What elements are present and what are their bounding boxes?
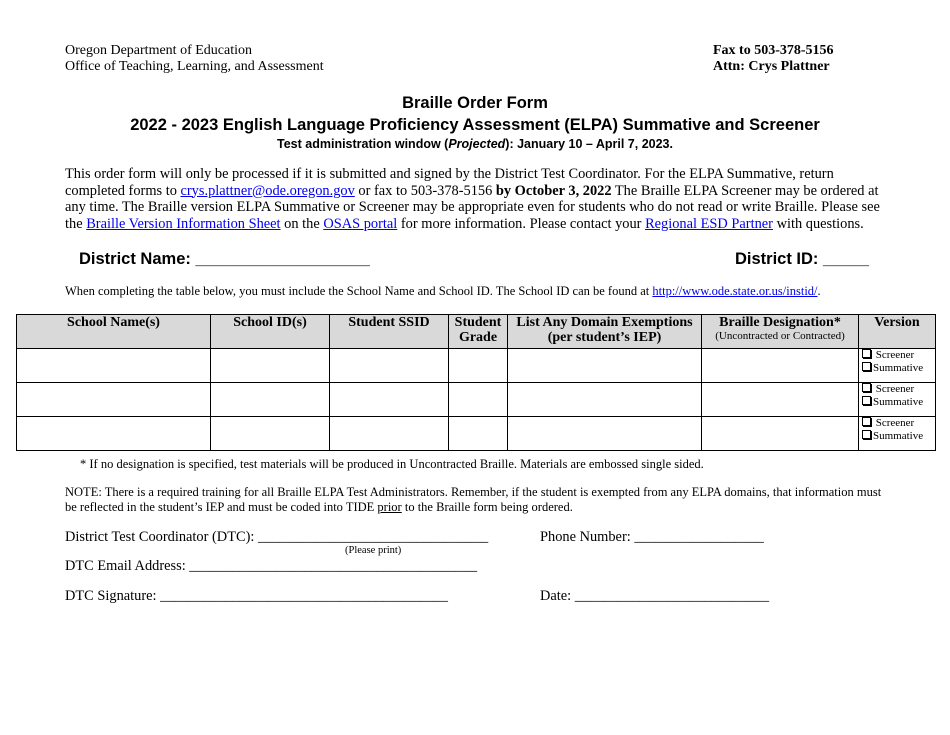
checkbox-icon[interactable] — [862, 362, 871, 371]
intro-paragraph — [65, 166, 895, 232]
version-cell — [859, 417, 936, 451]
checkbox-icon[interactable] — [862, 430, 871, 439]
esd-partner-link[interactable]: Regional ESD Partner — [645, 215, 773, 232]
training-note — [65, 485, 895, 514]
exemptions-cell[interactable] — [508, 383, 702, 417]
student-grade-cell[interactable] — [449, 383, 508, 417]
intro-text-1: This order form will only be processed if it is submitted and signed by the District Test Coordinator. For the ELPA Summative, return completed forms to — [65, 166, 834, 199]
student-grade-cell[interactable] — [449, 417, 508, 451]
summative-label: Summative — [873, 396, 924, 408]
screener-option[interactable] — [862, 417, 935, 430]
checkbox-icon[interactable] — [862, 349, 871, 358]
table-header-row — [17, 315, 936, 349]
order-table — [16, 314, 936, 451]
prior-text: prior — [377, 499, 402, 514]
org-name: Oregon Department of Education — [65, 43, 252, 58]
school-id-note-end: . — [817, 284, 821, 298]
screener-option[interactable] — [862, 349, 935, 362]
exemptions-cell[interactable] — [508, 349, 702, 383]
summative-option[interactable] — [862, 430, 935, 443]
designation-sublabel: (Uncontracted or Contracted) — [715, 330, 845, 342]
version-cell — [859, 349, 936, 383]
col-school-id: School ID(s) — [211, 315, 330, 349]
test-window — [0, 137, 950, 151]
designation-cell[interactable] — [702, 417, 859, 451]
grade-line-1: Student — [454, 315, 502, 330]
training-note-text-1: NOTE: There is a required training for all Braille ELPA Test Administrators. Remember, if the student is exempted from any ELPA domains, that information must be reflected in the student’s IEP and must be coded into TIDE — [65, 485, 882, 514]
intro-text-6: with questions. — [772, 215, 864, 232]
screener-label: Screener — [873, 383, 915, 395]
screener-option[interactable] — [862, 383, 935, 396]
school-id-cell[interactable] — [211, 383, 330, 417]
school-id-note-text: When completing the table below, you must include the School Name and School ID. The School ID can be found at — [65, 284, 653, 298]
school-id-note — [65, 284, 821, 299]
screener-label: Screener — [873, 349, 915, 361]
designation-label: Braille Designation* — [719, 315, 841, 330]
intro-text-4: on the — [280, 215, 324, 232]
table-row — [17, 383, 936, 417]
district-id-field[interactable]: District ID: _____ — [735, 250, 869, 268]
intro-text-2: or fax to 503-378-5156 — [354, 182, 496, 199]
test-window-projected: Projected — [448, 137, 506, 151]
osas-portal-link[interactable]: OSAS portal — [323, 215, 398, 232]
designation-cell[interactable] — [702, 349, 859, 383]
form-title: Braille Order Form — [402, 94, 548, 112]
phone-number-field[interactable]: Phone Number: __________________ — [540, 529, 764, 545]
school-name-cell[interactable] — [17, 349, 211, 383]
district-name-field[interactable]: District Name: ___________________ — [79, 250, 370, 268]
exemptions-line-2: (per student’s IEP) — [547, 330, 662, 345]
col-school-name: School Name(s) — [17, 315, 211, 349]
col-domain-exemptions — [508, 315, 702, 349]
please-print-hint: (Please print) — [345, 545, 402, 556]
org-header — [65, 43, 324, 75]
checkbox-icon[interactable] — [862, 396, 871, 405]
training-note-text-2: to the Braille form being ordered. — [401, 499, 573, 514]
date-field[interactable]: Date: ___________________________ — [540, 588, 770, 604]
fax-number: Fax to 503-378-5156 — [713, 43, 834, 58]
form-subtitle: 2022 - 2023 English Language Proficiency Assessment (ELPA) Summative and Screener — [130, 116, 820, 134]
student-ssid-cell[interactable] — [330, 383, 449, 417]
checkbox-icon[interactable] — [862, 417, 871, 426]
table-row — [17, 349, 936, 383]
dtc-email-field[interactable]: DTC Email Address: ________________________________________ — [65, 558, 478, 574]
grade-line-2: Grade — [458, 330, 498, 345]
designation-footnote: * If no designation is specified, test materials will be produced in Uncontracted Braille. Materials are embossed single sided. — [80, 457, 704, 471]
summative-label: Summative — [873, 430, 924, 442]
table-row — [17, 417, 936, 451]
deadline-text: by October 3, 2022 — [495, 182, 612, 199]
school-id-cell[interactable] — [211, 349, 330, 383]
col-student-grade — [449, 315, 508, 349]
col-braille-designation — [702, 315, 859, 349]
dtc-signature-field[interactable]: DTC Signature: ________________________________________ — [65, 588, 448, 604]
student-grade-cell[interactable] — [449, 349, 508, 383]
designation-cell[interactable] — [702, 383, 859, 417]
test-window-dates: ): January 10 – April 7, 2023. — [505, 137, 673, 151]
dtc-name-field[interactable]: District Test Coordinator (DTC): ________________________________ — [65, 529, 489, 545]
exemptions-cell[interactable] — [508, 417, 702, 451]
office-name: Office of Teaching, Learning, and Assessment — [65, 59, 324, 74]
school-id-cell[interactable] — [211, 417, 330, 451]
summative-option[interactable] — [862, 362, 935, 375]
intro-text-3: The Braille ELPA Screener may be ordered at any time. The Braille version ELPA Summative or Screener may be appropriate even for students who do not read or write Braille. Please see the — [65, 182, 880, 232]
student-ssid-cell[interactable] — [330, 349, 449, 383]
fax-header — [713, 43, 834, 75]
attn-name: Attn: Crys Plattner — [713, 59, 830, 74]
intro-text-5: for more information. Please contact your — [397, 215, 646, 232]
email-link[interactable]: crys.plattner@ode.oregon.gov — [180, 182, 355, 199]
summative-label: Summative — [873, 362, 924, 374]
version-cell — [859, 383, 936, 417]
col-version: Version — [859, 315, 936, 349]
school-name-cell[interactable] — [17, 383, 211, 417]
screener-label: Screener — [873, 417, 915, 429]
braille-info-link[interactable]: Braille Version Information Sheet — [86, 215, 281, 232]
test-window-prefix: Test administration window ( — [277, 137, 449, 151]
instid-link[interactable]: http://www.ode.state.or.us/instid/ — [652, 284, 818, 298]
summative-option[interactable] — [862, 396, 935, 409]
student-ssid-cell[interactable] — [330, 417, 449, 451]
school-name-cell[interactable] — [17, 417, 211, 451]
col-student-ssid: Student SSID — [330, 315, 449, 349]
checkbox-icon[interactable] — [862, 383, 871, 392]
exemptions-line-1: List Any Domain Exemptions — [516, 315, 693, 330]
